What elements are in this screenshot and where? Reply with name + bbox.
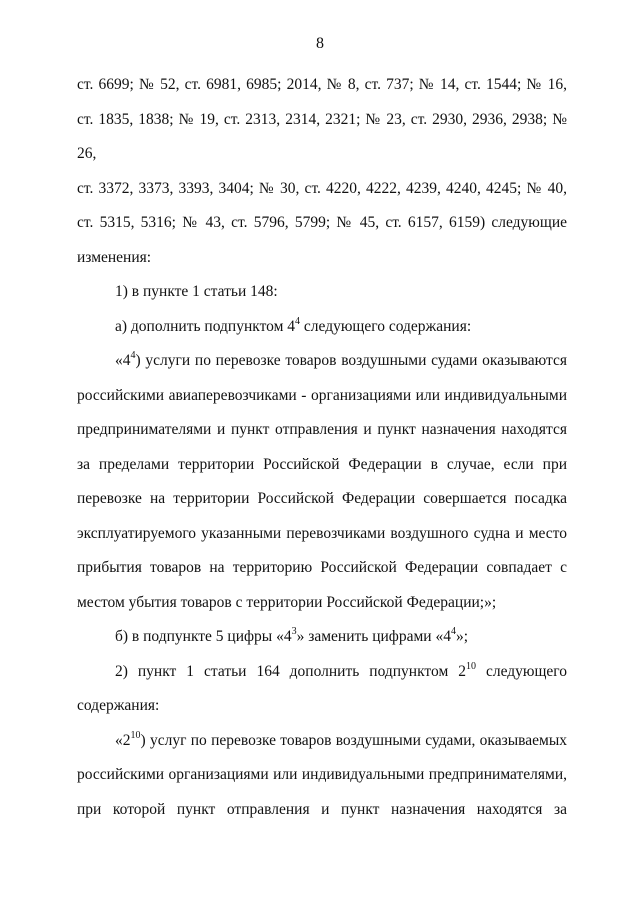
text-span: »; bbox=[455, 628, 469, 645]
paragraph-quoted-4-4 bbox=[77, 344, 567, 620]
superscript: 4 bbox=[450, 626, 456, 637]
text-line: ст. 5315, 5316; № 43, ст. 5796, 5799; № 45, ст. 6157, 6159) следующие bbox=[77, 214, 567, 231]
paragraph-item-b bbox=[77, 620, 567, 655]
text-span: «4 bbox=[115, 352, 131, 369]
text-line: ст. 1835, 1838; № 19, ст. 2313, 2314, 2321; № 23, ст. 2930, 2936, 2938; № 26, bbox=[77, 110, 567, 162]
superscript: 4 bbox=[130, 350, 136, 361]
superscript: 4 bbox=[295, 315, 301, 327]
text-span: б) в подпункте 5 цифры «4 bbox=[115, 628, 292, 645]
text-line: изменения: bbox=[77, 248, 152, 266]
text-span: ) услуг по перевозке товаров воздушными судами, оказываемых российскими организациями или индивидуальными предпринимателями, при которой пункт отправления и пункт назначения находятся за bbox=[77, 731, 567, 818]
superscript: 3 bbox=[291, 626, 297, 637]
text-span: » заменить цифрами «4 bbox=[296, 628, 451, 645]
text-line: ст. 6699; № 52, ст. 6981, 6985; 2014, № 8, ст. 737; № 14, ст. 1544; № 16, bbox=[77, 76, 567, 93]
text-span: следующего содержания: bbox=[77, 662, 567, 714]
paragraph-citations bbox=[77, 68, 567, 275]
text-span: «2 bbox=[115, 731, 131, 749]
paragraph-quoted-2-10 bbox=[77, 724, 567, 828]
text-line: ст. 3372, 3373, 3393, 3404; № 30, ст. 4220, 4222, 4239, 4240, 4245; № 40, bbox=[77, 179, 567, 197]
page-number: 8 bbox=[316, 35, 324, 52]
superscript: 10 bbox=[465, 660, 476, 672]
document-body bbox=[77, 68, 567, 827]
text-span: а) дополнить подпунктом 4 bbox=[115, 317, 296, 335]
text-span: 2) пункт 1 статьи 164 дополнить подпунктом 2 bbox=[115, 662, 466, 680]
text-span: ) услуги по перевозке товаров воздушными судами оказываются российскими авиаперевозчиками - организациями или индивидуальными предпринимателями и пункт отправления и пункт назначения находятся за пределами территории Российской Федерации в случае, если при перевозке на территории Российской Федерации совершается посадка эксплуатируемого указанными перевозчиками воздушного судна и место прибытия товаров на территорию Российской Федерации совпадает с местом убытия товаров с территории Российской Федерации;»; bbox=[77, 352, 567, 611]
paragraph-item-1: 1) в пункте 1 статьи 148: bbox=[115, 283, 278, 300]
superscript: 10 bbox=[130, 729, 141, 741]
paragraph-item-a bbox=[77, 310, 567, 345]
text-span: следующего содержания: bbox=[300, 317, 472, 335]
paragraph-item-2 bbox=[77, 655, 567, 724]
